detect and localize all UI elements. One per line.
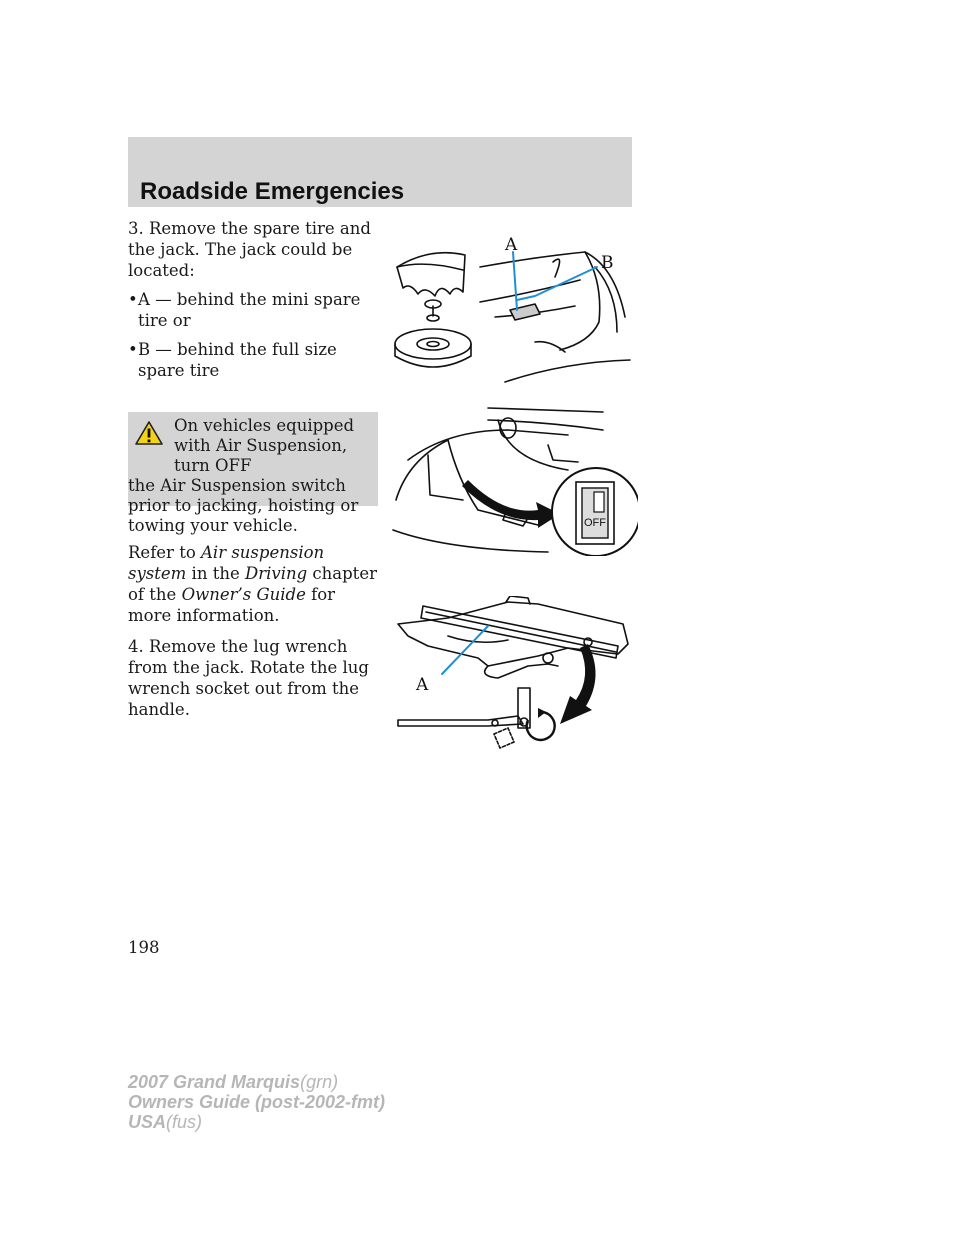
bullet-text: A — behind the mini spare tire or <box>138 290 361 330</box>
refer-suffix: for more information. <box>128 585 336 625</box>
bullet-item-a <box>128 289 378 331</box>
ref-owners-guide: Owner’s Guide <box>181 585 306 604</box>
footer-model-code: (grn) <box>300 1072 339 1092</box>
footer-line-2 <box>128 1092 385 1112</box>
refer-mid-2: chapter of the <box>128 564 377 604</box>
footer-market-code: (fus) <box>166 1112 203 1132</box>
callout-label-a: A <box>505 235 518 255</box>
footer-line-3 <box>128 1112 385 1132</box>
step-3-intro: 3. Remove the spare tire and the jack. The jack could be located: <box>128 219 371 280</box>
page-number: 198 <box>128 938 160 957</box>
refer-text <box>128 542 378 626</box>
switch-off-label: OFF <box>584 517 606 529</box>
rotate-arrow-icon <box>560 644 596 724</box>
bullet-dot: • <box>128 340 138 359</box>
footer-model: 2007 Grand Marquis <box>128 1072 301 1092</box>
warning-text <box>128 416 372 536</box>
figure-jack-lug-wrench <box>388 596 638 768</box>
rotation-icon <box>527 712 555 740</box>
figure-spare-tire-trunk <box>385 222 635 384</box>
footer-market: USA <box>128 1112 167 1132</box>
bullet-dot: • <box>128 290 138 309</box>
bullet-item-b <box>128 339 378 381</box>
callout-label-a: A <box>416 675 429 695</box>
direction-arrow-icon <box>462 480 560 528</box>
step-3-block <box>128 218 378 389</box>
ref-driving-chapter: Driving <box>244 564 308 583</box>
bullet-text: B — behind the full size spare tire <box>138 340 337 380</box>
step-4-text: 4. Remove the lug wrench from the jack. Rotate the lug wrench socket out from the handle. <box>128 637 369 719</box>
callout-label-b: B <box>601 253 614 273</box>
footer <box>128 1072 385 1132</box>
refer-mid-1: in the <box>186 564 245 583</box>
footer-guide: Owners Guide (post-2002-fmt) <box>128 1092 386 1112</box>
warning-text-indent: On vehicles equipped with Air Suspension, turn OFF <box>174 416 355 475</box>
ref-air-suspension: Air suspension system <box>128 543 325 583</box>
refer-prefix: Refer to <box>128 543 202 562</box>
figure-air-suspension-switch <box>388 400 638 556</box>
footer-line-1 <box>128 1072 385 1092</box>
section-title: Roadside Emergencies <box>140 178 405 205</box>
warning-text-rest: the Air Suspension switch prior to jacking, hoisting or towing your vehicle. <box>128 476 359 535</box>
refer-paragraph <box>128 542 378 728</box>
